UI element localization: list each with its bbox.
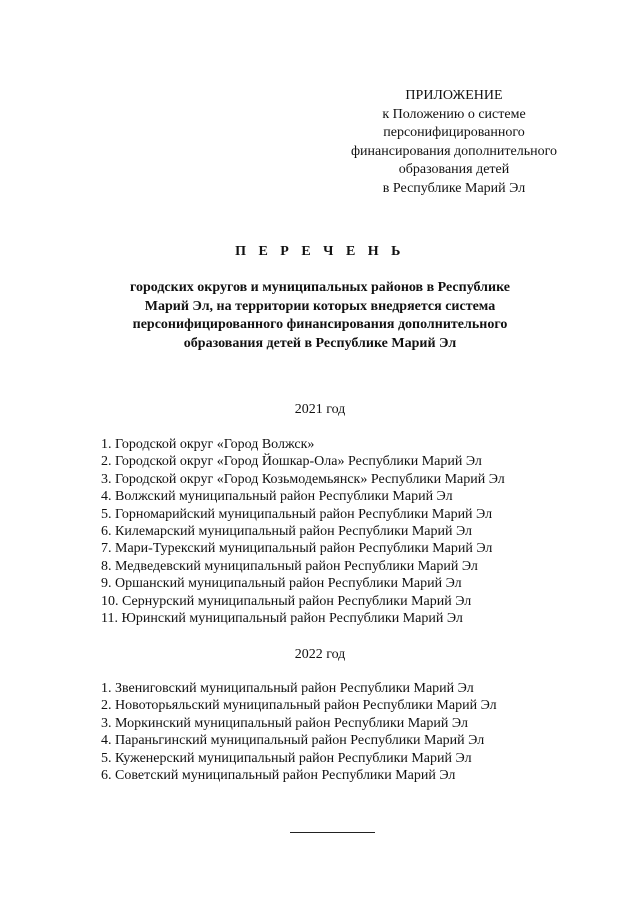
appendix-line: образования детей — [398, 162, 510, 177]
appendix-line: финансирования дополнительного — [350, 143, 558, 159]
list-item: 8. Медведевский муниципальный район Республики Марий Эл — [101, 558, 478, 574]
appendix-line: в Республике Марий Эл — [382, 180, 526, 196]
subtitle-line: городских округов и муниципальных районов в Республике — [129, 280, 511, 295]
appendix-line: к Положению о системе — [382, 106, 526, 122]
appendix-header — [330, 87, 578, 198]
list-item: 11. Юринский муниципальный район Республики Марий Эл — [101, 611, 463, 627]
list-item: 10. Сернурский муниципальный район Республики Марий Эл — [101, 593, 472, 609]
list-2021 — [101, 436, 505, 627]
year-heading-2021: 2021 год — [294, 402, 346, 417]
list-item: 5. Куженерский муниципальный район Республики Марий Эл — [101, 750, 472, 766]
list-2022 — [101, 680, 497, 784]
list-item: 4. Волжский муниципальный район Республики Марий Эл — [101, 489, 453, 505]
list-item: 3. Моркинский муниципальный район Республики Марий Эл — [101, 715, 468, 731]
list-item: 2. Новоторьяльский муниципальный район Республики Марий Эл — [101, 698, 497, 714]
list-item: 1. Городской округ «Город Волжск» — [101, 437, 315, 452]
year-heading-2022: 2022 год — [294, 647, 346, 662]
list-item: 3. Городской округ «Город Козьмодемьянск» Республики Марий Эл — [101, 471, 505, 487]
list-item: 5. Горномарийский муниципальный район Республики Марий Эл — [101, 506, 493, 522]
document-heading: П Е Р Е Ч Е Н Ь — [235, 244, 405, 259]
list-item: 1. Звениговский муниципальный район Республики Марий Эл — [101, 681, 474, 696]
list-item: 7. Мари-Турекский муниципальный район Республики Марий Эл — [101, 541, 493, 557]
list-item: 6. Килемарский муниципальный район Республики Марий Эл — [101, 524, 473, 540]
list-item: 9. Оршанский муниципальный район Республики Марий Эл — [101, 576, 462, 592]
list-item: 4. Параньгинский муниципальный район Республики Марий Эл — [101, 733, 485, 749]
subtitle-line: образования детей в Республике Марий Эл — [183, 335, 457, 351]
document-subtitle — [100, 279, 540, 353]
appendix-line: ПРИЛОЖЕНИЕ — [405, 88, 503, 103]
closing-divider — [290, 832, 375, 833]
subtitle-line: персонифицированного финансирования дополнительного — [132, 317, 508, 332]
list-item: 6. Советский муниципальный район Республики Марий Эл — [101, 768, 456, 784]
list-item: 2. Городской округ «Город Йошкар-Ола» Республики Марий Эл — [101, 454, 482, 470]
subtitle-line: Марий Эл, на территории которых внедряется система — [144, 298, 496, 314]
appendix-line: персонифицированного — [383, 125, 525, 140]
